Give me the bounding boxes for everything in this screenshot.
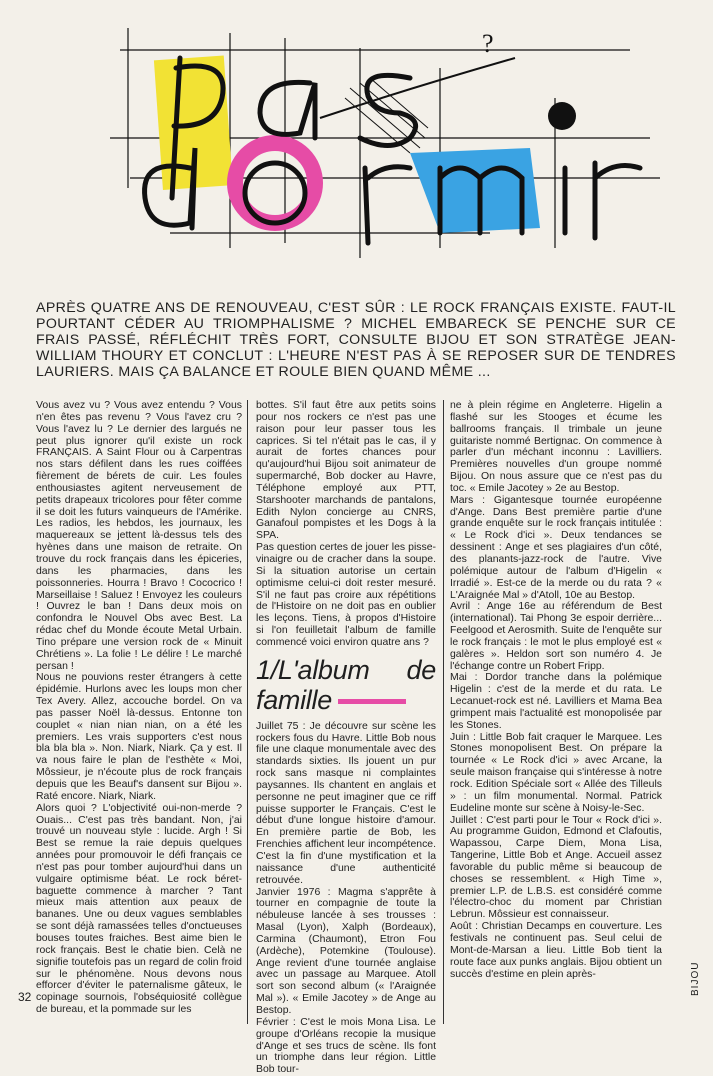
paragraph: Alors quoi ? L'objectivité oui-non-merde ? Ouais... C'est pas très bandant. Non, j'ai trouvé un nouveau style : lucide. Argh ! Si Best se remue la raie depuis quelques années pour promouvoir le défi français ce n'est pas pour tomber aujourd'hui dans un vulgaire optimisme béat. Le rock béret-baguette commence à marcher ? Tant mieux mais attention aux peaux de bananes. Une ou deux vagues semblables se sont déjà ramassées telles d'onctueuses bouses toutes fraiches. Best aime bien le rock français. Best le chatie bien. Celà ne signifie toutefois pas un regard de colin froid sur le phénomène. Nous devons nous efforcer d'éviter le paternalisme gâteux, le copinage sournois, l'obséquiosité collègue de bureau, et la pommade sur les [36,802,242,1016]
paragraph: ne à plein régime en Angleterre. Higelin a flashé sur les Stooges et écume les ballrooms français. Il trimbale un jeune guitariste nommé Bertignac. On commence à parler d'un méchant inconnu : Lavilliers. Premières nouvelles d'un groupe nommé Bijou. On nous assure que ce n'est pas du toc. « Emile Jacotey » 2e au Bestop. [450,400,662,494]
paragraph: Janvier 1976 : Magma s'apprête à tourner en compagnie de toute la nébuleuse lancée à ses trousses : Masal (Lyon), Xalph (Bordeaux), Carmina (Chaumont), Etron Fou (Ardèche), Potemkine (Toulouse). Ange revient d'une tournée anglaise avec un passage au Marquee. Atoll sort son second album (« l'Araignée Mal »). « Emile Jacotey » de Ange au Bestop. [256,886,436,1016]
paragraph: Juillet : C'est parti pour le Tour « Rock d'ici ». Au programme Guidon, Edmond et Clafoutis, Wapassou, Carpe Diem, Mona Lisa, Tangerine, Little Bob et Ange. Accueil assez favorable du public même si beaucoup de choses se ressemblent. « High Time », premier L.P. de L.B.S. est considéré comme l'électro-choc du moment par Christian Lebrun. Môssieur est connaisseur. [450,814,662,921]
headline-question-mark: ? [482,29,494,58]
paragraph: Juin : Little Bob fait craquer le Marquee. Les Stones monopolisent Best. On prépare la tournée « Le Rock d'ici » avec Arcane, la seule maison française qui s'intéresse à notre rock. Edition Spéciale sort « Allée des Tilleuls » : un film monumental. Normal. Patrick Eudeline monte sur scène à Noisy-le-Sec. [450,731,662,814]
paragraph: Mars : Gigantesque tournée européenne d'Ange. Dans Best première partie d'une grande enquête sur le rock français intitulée : « Le Rock d'ici ». Deux tendances se dessinent : Ange et ses plagiaires d'un côté, des planants-jazz-rock de l'autre. Vive polémique autour de l'album d'Higelin « Irradié ». Est-ce de la merde ou du rata ? « L'Araignée Mal » d'Atoll, 10e au Bestop. [450,494,662,601]
paragraph: Vous avez vu ? Vous avez entendu ? Vous n'en êtes pas revenu ? Vous l'avez cru ? Vous l'avez lu ? Le dernier des largués ne peut plus ignorer qu'il existe un rock FRANÇAIS. A Saint Flour ou à Carpentras nos stars défilent dans les rues coiffées fièrement de bérets de cuir. Les foules enthousiastes agitent nerveusement de petits drapeaux tricolores pour fêter comme il se doit les futurs vainqueurs de l'Amérike. Les radios, les hebdos, les journaux, les maquereaux se jettent là-dessus tels des hyènes dans une maison de retraite. On trouve du rock français dans les épiceries, dans les pharmacies, dans les poissonneries. Hourra ! Bravo ! Cococrico ! Marseillaise ! Saluez ! Envoyez les couleurs ! Ouvrez le ban ! Dans deux mois on confondra le Nouvel Obs avec Best. La rédac chef du Monde écoute Metal Urbain. Tino prépare une version rock de « Minuit Chrétiens ». La folie ! Le délire ! Le marché persan ! [36,400,242,672]
paragraph: Février : C'est le mois Mona Lisa. Le groupe d'Orléans recopie la musique d'Ange et ses trucs de scène. Ils font un triomphe dans leur région. Little Bob tour- [256,1016,436,1076]
paragraph: Juillet 75 : Je découvre sur scène les rockers fous du Havre. Little Bob nous file une claque monumentale avec des standards sixties. Ils jouent un pur rock sans masque ni complaintes paysannes. Ils chantent en anglais et personne ne peut imaginer que ce riff puisse supporter le Français. C'est le début d'une longue histoire d'amour. En première partie de Bob, les Frenchies affichent leur incompétence. C'est la fin d'une mystification et la naissance d'une authenticité retrouvée. [256,720,436,886]
paragraph: Août : Christian Decamps en couverture. Les festivals ne continuent pas. Seul celui de Mont-de-Marsan a lieu. Little Bob tient la route face aux punks anglais. Bijou obtient un succès d'estime en plein après- [450,921,662,980]
article-column-1 [36,400,242,1016]
headline-artwork [110,28,670,268]
section-heading [256,655,436,715]
paragraph: Pas question certes de jouer les pisse-vinaigre ou de cracher dans la soupe. Si la situation autorise un certain optimisme celui-ci doit rester mesuré. S'il ne faut pas croire aux répétitions de l'Histoire on ne doit pas en oublier les leçons. Tiens, à propos d'Histoire si l'on feuilletait l'album de famille commencé voici environ quatre ans ? [256,542,436,648]
section-heading-text: 1/L'album de famille [256,654,436,715]
pink-accent-bar [338,699,406,704]
article-intro: APRÈS QUATRE ANS DE RENOUVEAU, C'EST SÛR : LE ROCK FRANÇAIS EXISTE. FAUT-IL POURTANT CÉDER AU TRIOMPHALISME ? MICHEL EMBARECK SE PENCHE SUR CE FRAIS PASSÉ, RÉFLÉCHIT TRÈS FORT, CONSULTE BIJOU ET SON STRATÈGE JEAN-WILLIAM THOURY ET CONCLUT : L'HEURE N'EST PAS À SE REPOSER SUR DE TENDRES LAURIERS. MAIS ÇA BALANCE ET ROULE BIEN QUAND MÊME ... [36,300,676,380]
section-side-label: BIJOU [690,961,701,996]
paragraph: Nous ne pouvions rester étrangers à cette épidémie. Hurlons avec les loups mon cher Tex Avery. Allez, accouche bordel. On va pas passer Noël là-dessus. Entonne ton couplet « nian nian nian, on a été les premiers. Les vrais supporters c'est nous bla bla bla ». Non. Niark, Niark. Ça y est. Il va nous faire le plan de l'esthète « Moi, Môssieur, je n'écoute plus de rock français depuis que les Beauf's dansent sur Bijou ». Raté encore. Niark, Niark. [36,672,242,802]
column-divider [443,400,444,1024]
article-column-3 [450,400,662,980]
article-column-2 [256,400,436,1076]
paragraph: Mai : Dordor tranche dans la polémique Higelin : c'est de la merde et du rata. Le Lecanuet-rock est né. Lavilliers et Mama Bea grimpent mais l'actualité est monopolisée par les Stones. [450,672,662,731]
paragraph: bottes. S'il faut être aux petits soins pour nos rockers ce n'est pas une raison pour leur passer tous les caprices. Si tel n'était pas le cas, il y aurait de fortes chances pour qu'aujourd'hui Bijou soit animateur de supermarché, Bob docker au Havre, Téléphone employé aux PTT, Starshooter marchands de pantalons, Edith Nylon concierge au CNRS, Ganafoul pompistes et les Dogs à la SPA. [256,400,436,542]
page-number: 32 [18,990,32,1004]
paragraph: Avril : Ange 16e au référendum de Best (international). Tai Phong 3e espoir derrière... Feelgood et Aerosmith. Suite de l'enquête sur le rock français : le mot le plus employé est « galères ». Heldon sort son numéro 4. Je l'échange contre un Robert Fripp. [450,601,662,672]
column-divider [247,400,248,1024]
